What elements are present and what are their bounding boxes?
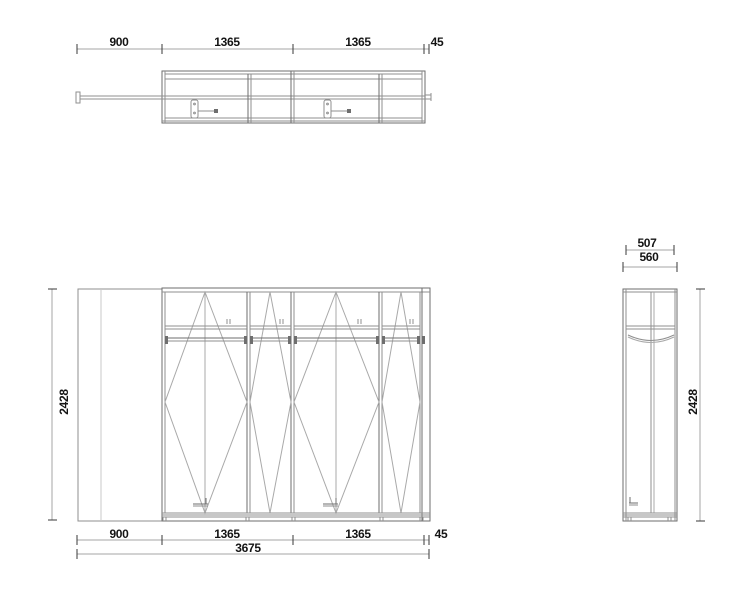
front-view [48,288,430,559]
dim-side-height: 2428 [686,389,700,415]
feet-marks [163,517,423,521]
dim-side-560: 560 [639,250,659,264]
dim-top-1365-left: 1365 [214,35,240,49]
shelf-pin-marks [227,319,413,324]
plinth-front [162,513,430,521]
top-cabinet-body [162,71,425,123]
front-cabinet-frame [162,288,430,521]
door-damper-symbols-top [191,100,351,118]
clothes-rails [165,336,425,344]
plinth-side [623,513,677,521]
side-body [623,289,677,521]
hanging-rod-left [76,92,162,103]
dim-bottom-45: 45 [434,527,448,541]
side-view [623,245,705,521]
top-dimension-line [77,44,429,54]
door-damper-symbols-front [193,498,338,506]
rail-end-brackets [165,336,425,344]
side-damper-symbol [629,497,638,505]
dim-top-900: 900 [109,35,129,49]
dim-front-height: 2428 [57,389,71,415]
dim-bottom-1365-left: 1365 [214,527,240,541]
hanging-rod-right-stub [425,93,431,101]
dim-top-1365-right: 1365 [345,35,371,49]
dim-bottom-900: 900 [109,527,129,541]
dim-top-45: 45 [430,35,444,49]
dim-bottom-total: 3675 [235,541,261,555]
front-open-bay [78,289,162,521]
dim-side-507: 507 [637,236,657,250]
dim-bottom-1365-right: 1365 [345,527,371,541]
top-view [76,44,431,123]
